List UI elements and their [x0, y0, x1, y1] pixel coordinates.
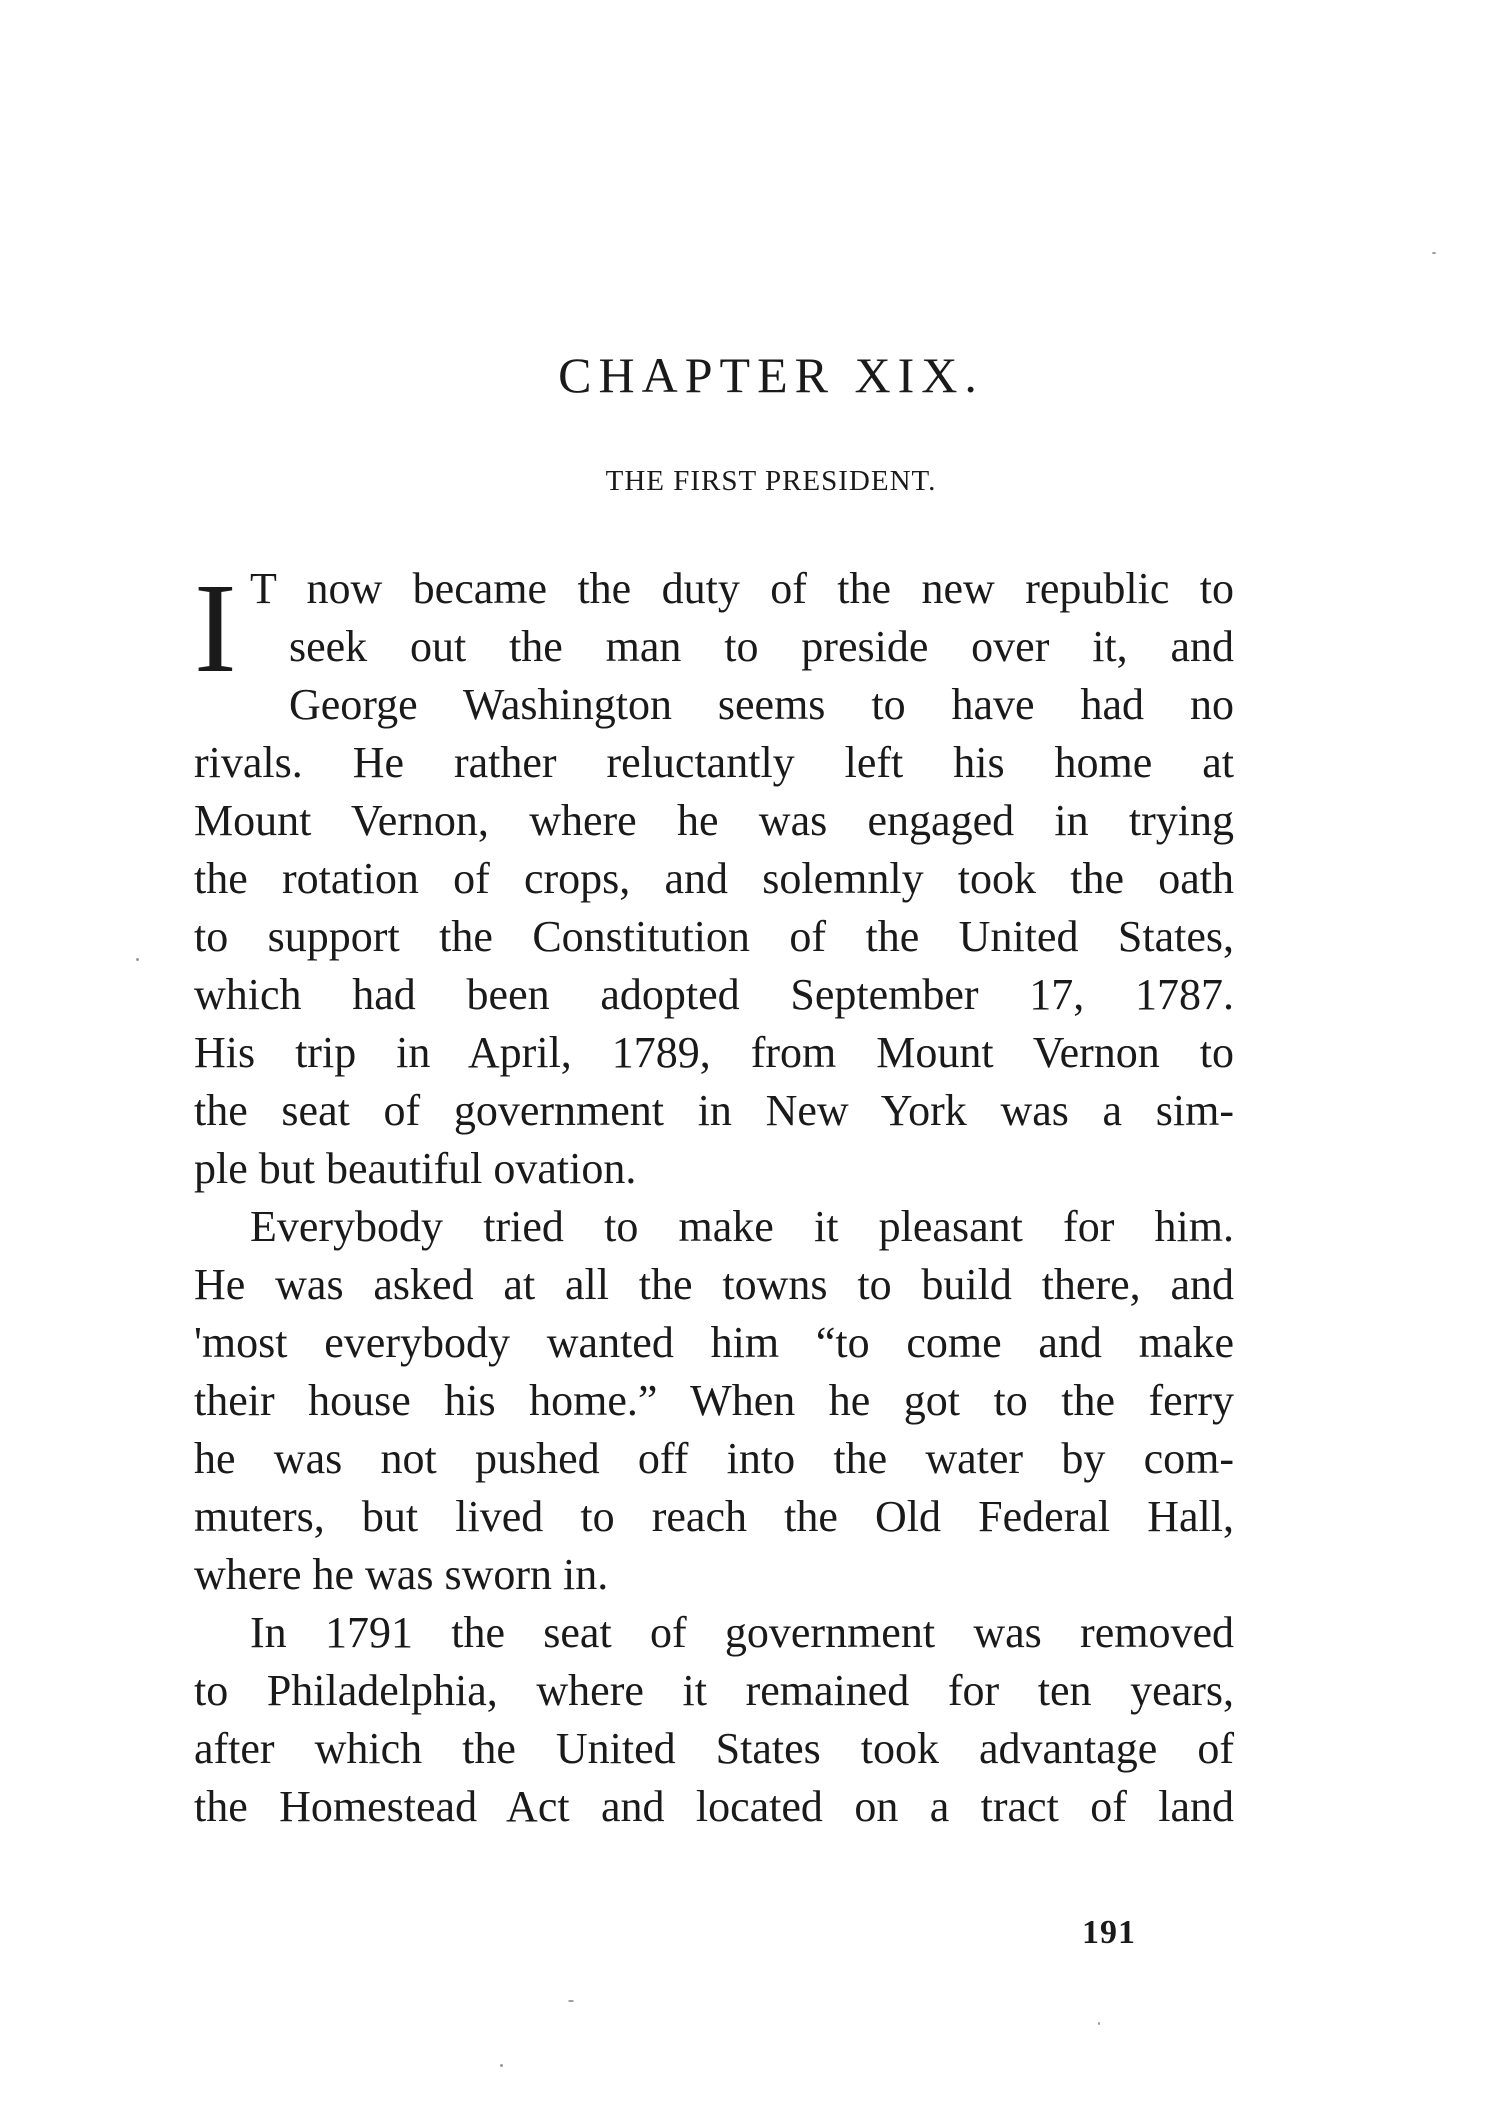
scan-speck: [500, 2064, 503, 2067]
text-line: In 1791 the seat of government was removed: [250, 1608, 1234, 1657]
scan-speck: [136, 958, 139, 961]
text-line: rivals. He rather reluctantly left his home at: [194, 738, 1234, 787]
page-number: 191: [1082, 1914, 1136, 1951]
chapter-title: CHAPTER XIX.: [558, 347, 984, 403]
paragraph-2: [194, 1198, 1234, 1604]
text-line: he was not pushed off into the water by com-: [194, 1434, 1234, 1483]
chapter-subtitle: THE FIRST PRESIDENT.: [605, 465, 937, 497]
text-line: to support the Constitution of the United States,: [194, 912, 1234, 961]
text-line: their house his home.” When he got to the ferry: [194, 1376, 1234, 1425]
text-line: to Philadelphia, where it remained for ten years,: [194, 1666, 1234, 1715]
text-line: Everybody tried to make it pleasant for him.: [250, 1202, 1234, 1251]
text-line: where he was sworn in.: [194, 1550, 609, 1599]
text-line: which had been adopted September 17, 1787.: [194, 970, 1234, 1019]
text-line: after which the United States took advantage of: [194, 1724, 1234, 1773]
body-text: [194, 557, 1234, 1836]
text-line: He was asked at all the towns to build there, and: [194, 1260, 1234, 1309]
paragraph-1: [194, 557, 1234, 1198]
scan-speck: [1098, 2022, 1100, 2025]
text-line: Mount Vernon, where he was engaged in trying: [194, 796, 1234, 845]
scan-speck: [1432, 252, 1436, 254]
text-line: George Washington seems to have had no: [289, 680, 1234, 729]
text-line: T now became the duty of the new republic to: [250, 564, 1234, 613]
scan-speck: [568, 2000, 574, 2002]
drop-cap: I: [194, 557, 237, 699]
text-line: ple but beautiful ovation.: [194, 1144, 637, 1193]
text-line: His trip in April, 1789, from Mount Vernon to: [194, 1028, 1234, 1077]
text-line: seek out the man to preside over it, and: [289, 622, 1234, 671]
text-line: the seat of government in New York was a sim-: [194, 1086, 1234, 1135]
paragraph-3: [194, 1604, 1234, 1836]
text-line: the rotation of crops, and solemnly took the oath: [194, 854, 1234, 903]
text-line: 'most everybody wanted him “to come and make: [194, 1318, 1234, 1367]
text-line: muters, but lived to reach the Old Federal Hall,: [194, 1492, 1234, 1541]
text-line: the Homestead Act and located on a tract of land: [194, 1782, 1234, 1831]
